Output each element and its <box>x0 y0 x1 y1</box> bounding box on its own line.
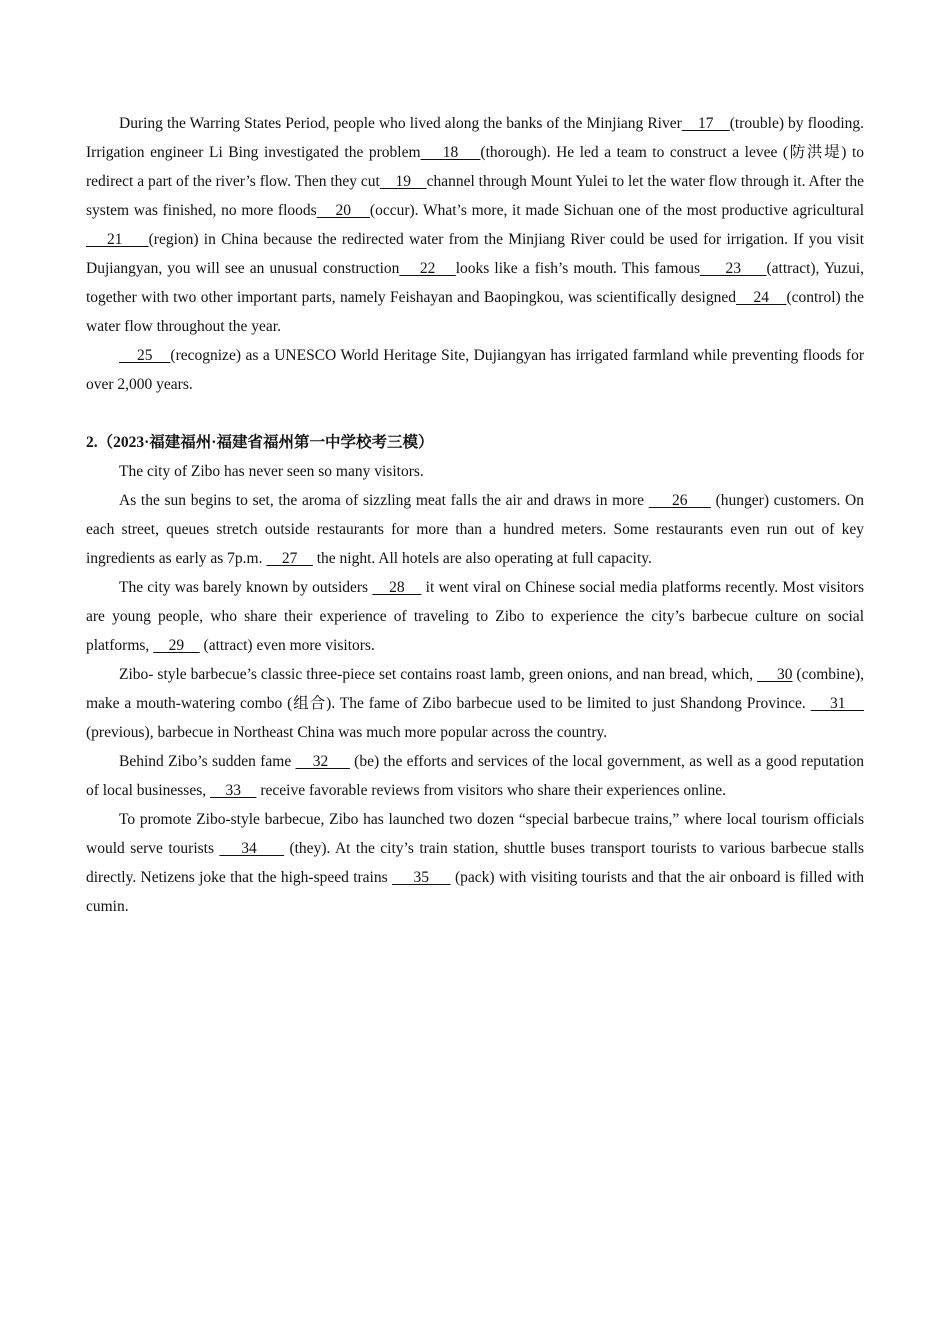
passage-text: receive favorable reviews from visitors who share their experiences online. <box>256 782 727 799</box>
passage-text: (hunger) customers. On each street, queues stretch outside restaurants for more than a hundred meters. Some restaurants even run out of key ingredients as early as 7p.m. <box>86 492 864 567</box>
passage-text: (be) the efforts and services of the local government, as well as a good reputation of local businesses, <box>86 753 864 799</box>
passage-text: The city was barely known by outsiders <box>119 579 373 596</box>
blank-23[interactable]: 23 <box>700 260 767 277</box>
blank-26[interactable]: 26 <box>648 492 711 509</box>
blank-35[interactable]: 35 <box>391 869 451 886</box>
passage-text: looks like a fish’s mouth. This famous <box>455 260 701 277</box>
passage-text: (previous), barbecue in Northeast China was much more popular across the country. <box>86 724 608 741</box>
blank-25[interactable]: 25 <box>119 347 171 364</box>
question2-paragraph5 <box>86 747 864 805</box>
passage-text: Behind Zibo’s sudden fame <box>119 753 296 770</box>
passage-text: (attract), Yuzui, together with two other important parts, namely Feishayan and Baopingkou, was scientifically designed <box>86 260 864 306</box>
question2-heading: 2.（2023·福建福州·福建省福州第一中学校考三模） <box>86 434 434 451</box>
blank-32[interactable]: 32 <box>295 753 350 770</box>
passage-text: Zibo- style barbecue’s classic three-piece set contains roast lamb, green onions, and nan bread, which, <box>119 666 758 683</box>
passage-text: (recognize) as a UNESCO World Heritage Site, Dujiangyan has irrigated farmland while preventing floods for over 2,000 years. <box>86 347 865 393</box>
section-spacer <box>86 399 864 428</box>
passage-text: To promote Zibo-style barbecue, Zibo has launched two dozen “special barbecue trains,” where local tourism officials would serve tourists <box>86 811 864 857</box>
blank-22[interactable]: 22 <box>399 260 456 277</box>
passage1-paragraph2 <box>86 341 864 399</box>
blank-20[interactable]: 20 <box>316 202 370 219</box>
blank-19[interactable]: 19 <box>379 173 427 190</box>
blank-34[interactable]: 34 <box>219 840 285 857</box>
question2-paragraph2 <box>86 486 864 573</box>
document-page <box>86 109 864 921</box>
passage-text: (they). At the city’s train station, shuttle buses transport tourists to various barbecue stalls directly. Netizens joke that the high-speed trains <box>86 840 864 886</box>
question2-paragraph1: The city of Zibo has never seen so many visitors. <box>119 463 424 480</box>
blank-28[interactable]: 28 <box>372 579 422 596</box>
blank-33[interactable]: 33 <box>209 782 257 799</box>
blank-27[interactable]: 27 <box>266 550 313 567</box>
passage-text: (trouble) by flooding. Irrigation engineer Li Bing investigated the problem <box>86 115 865 161</box>
passage-text: (pack) with visiting tourists and that the air onboard is filled with cumin. <box>86 869 865 915</box>
passage-text: it went viral on Chinese social media platforms recently. Most visitors are young people, who share their experience of traveling to Zibo to experience the city’s barbecue culture on social platforms, <box>86 579 865 654</box>
passage-text: (control) the water flow throughout the year. <box>86 289 864 335</box>
blank-30[interactable]: 30 <box>757 666 793 683</box>
blank-29[interactable]: 29 <box>153 637 200 654</box>
passage-text: (region) in China because the redirected water from the Minjiang River could be used for irrigation. If you visit Dujiangyan, you will see an unusual construction <box>86 231 864 277</box>
passage-text: (thorough). He led a team to construct a levee (防洪堤) to redirect a part of the river’s flow. Then they cut <box>86 144 865 190</box>
passage-text: (occur). What’s more, it made Sichuan one of the most productive agricultural <box>369 202 864 219</box>
passage-text: channel through Mount Yulei to let the water flow through it. After the system was finished, no more floods <box>86 173 865 219</box>
passage-text: During the Warring States Period, people who lived along the banks of the Minjiang River <box>119 115 682 132</box>
question2-paragraph6 <box>86 805 864 921</box>
blank-31[interactable]: 31 <box>810 695 864 712</box>
blank-18[interactable]: 18 <box>420 144 481 161</box>
passage-text: (combine), make a mouth-watering combo (组合). The fame of Zibo barbecue used to be limited to just Shandong Province. <box>86 666 864 712</box>
passage-text: As the sun begins to set, the aroma of sizzling meat falls the air and draws in more <box>119 492 649 509</box>
question2-paragraph3 <box>86 573 864 660</box>
blank-17[interactable]: 17 <box>681 115 730 132</box>
passage-text: (attract) even more visitors. <box>199 637 375 654</box>
passage1-paragraph1 <box>86 109 864 341</box>
blank-24[interactable]: 24 <box>735 289 787 306</box>
blank-21[interactable]: 21 <box>86 231 149 248</box>
passage-text: the night. All hotels are also operating at full capacity. <box>312 550 652 567</box>
question2-paragraph4 <box>86 660 864 747</box>
